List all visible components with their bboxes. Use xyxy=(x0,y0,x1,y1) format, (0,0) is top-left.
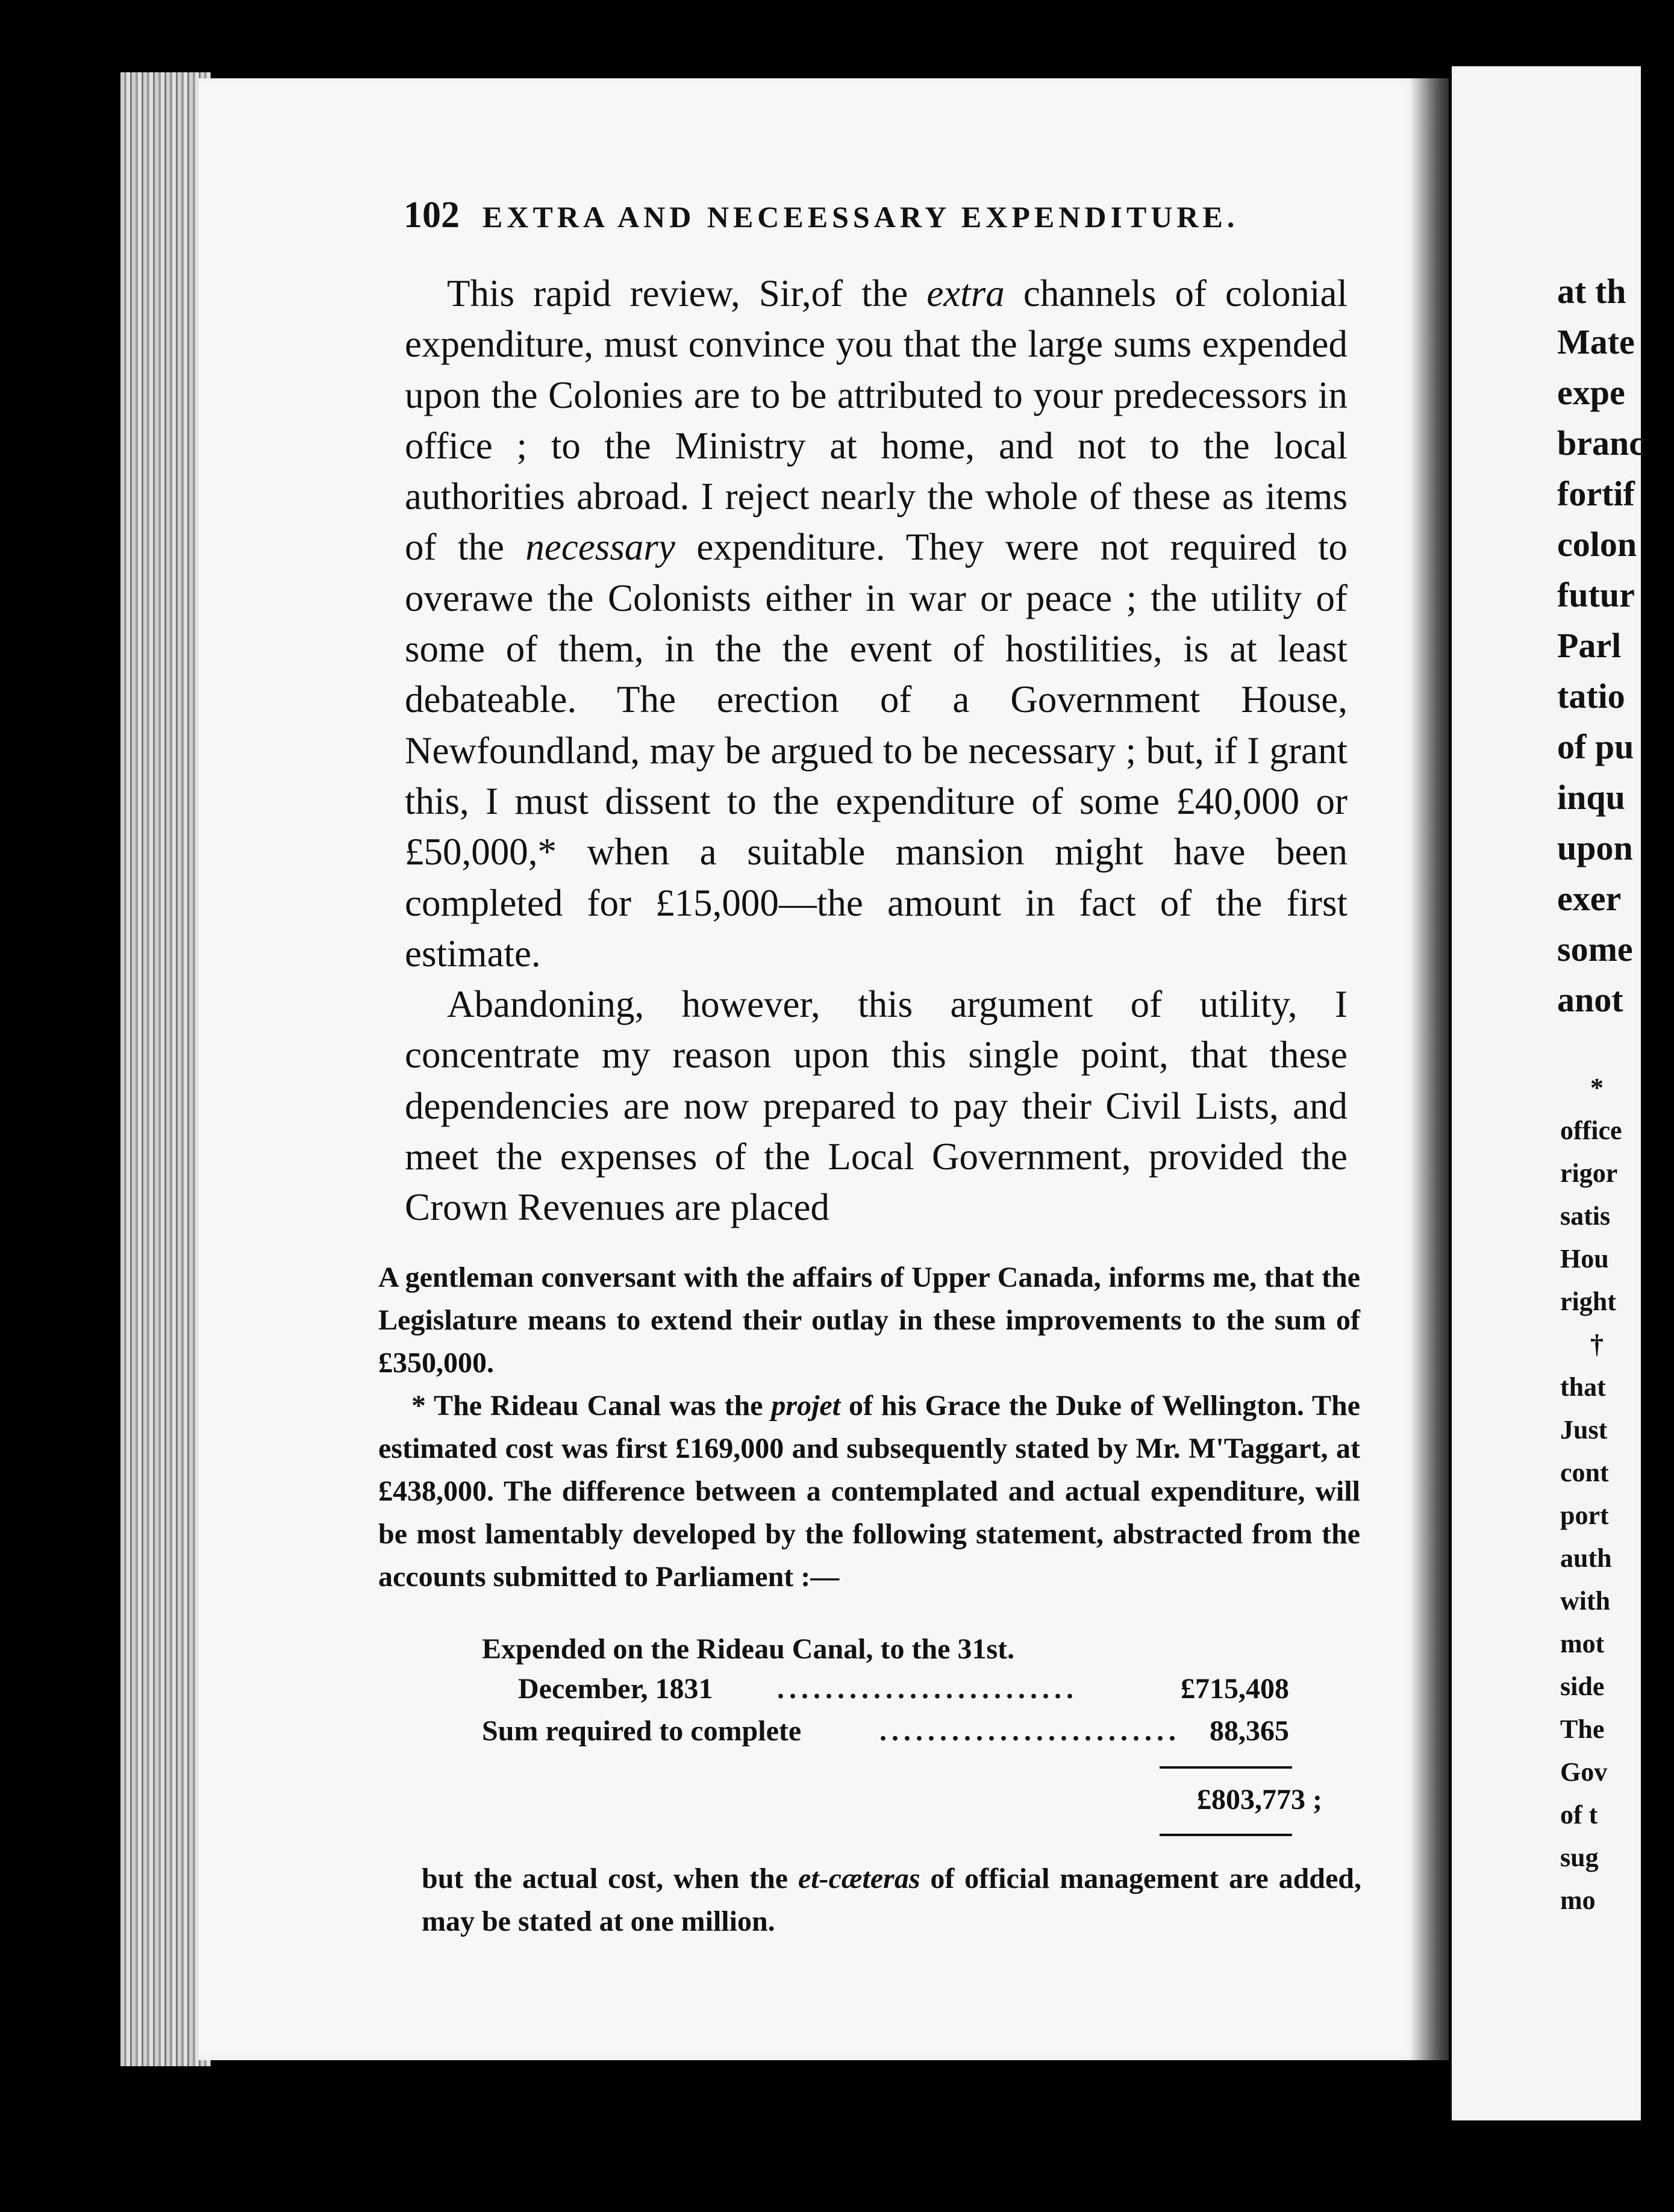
text-span: but the actual cost, when the xyxy=(422,1863,798,1895)
facing-page-line: anot xyxy=(1557,980,1623,1019)
facing-page-line: futur xyxy=(1557,575,1635,614)
italic-word-etceteras: et-cæteras xyxy=(798,1863,920,1895)
leader-dots: ......................... xyxy=(879,1715,1181,1747)
facing-page-note-line: right xyxy=(1560,1287,1616,1316)
gutter-shadow xyxy=(1410,72,1458,2078)
text-span: channels of colonial expenditure, must convince you that the large sums expended upon the Colonies are to be attributed to your predecessors in office ; to the Ministry at home, and not to the local authorities abroad. I reject nearly the whole of these as items of the xyxy=(405,272,1348,569)
table-row xyxy=(482,1672,1325,1714)
facing-page-note-line: auth xyxy=(1560,1543,1612,1573)
text-span: of official management are added, may be stated at one million. xyxy=(422,1863,1361,1937)
facing-page-note-line: of t xyxy=(1560,1800,1598,1829)
facing-page-note-line: * xyxy=(1590,1073,1604,1102)
facing-page-line: Mate xyxy=(1557,322,1635,361)
book-page-edges xyxy=(120,72,211,2066)
facing-page-note-line: rigor xyxy=(1560,1158,1618,1188)
main-text xyxy=(405,268,1348,1233)
facing-page-line: Parl xyxy=(1557,626,1622,665)
facing-page-line: exer xyxy=(1557,879,1622,918)
facing-page xyxy=(1452,66,1644,2120)
facing-page-line: branc xyxy=(1557,423,1644,463)
leader-dots: ......................... xyxy=(777,1673,1078,1705)
facing-page-line: tatio xyxy=(1557,676,1625,716)
facing-page-note-line: office xyxy=(1560,1116,1622,1145)
row-amount: 88,365 xyxy=(1210,1715,1289,1747)
facing-page-line: some xyxy=(1557,929,1633,969)
facing-page-line: upon xyxy=(1557,828,1633,867)
facing-page-line: colon xyxy=(1557,525,1637,564)
text-span: expenditure. They were not required to overawe the Colonists either in war or peace ; the utility of some of them, in the the event of hostilities, is at least debateable. The erection of a Government House, Newfoundland, may be argued to be necessary ; but, if I grant this, I must dissent to the expenditure of some £40,000 or £50,000,* when a suitable mansion might have been completed for £15,000—the amount in fact of the first estimate. xyxy=(405,526,1348,975)
total-amount: £803,773 ; xyxy=(1197,1784,1322,1816)
italic-word-projet: projet xyxy=(771,1390,841,1422)
facing-page-note-line: mot xyxy=(1560,1629,1605,1658)
footnote-continued: A gentleman conversant with the affairs of Upper Canada, informs me, that the Legislature means to extend their outlay in these improvements to the sum of £350,000. xyxy=(378,1261,1360,1379)
facing-page-line: expe xyxy=(1557,373,1625,412)
page-number: 102 xyxy=(404,195,460,236)
text-span: * The Rideau Canal was the xyxy=(411,1390,772,1422)
row-label: December, 1831 xyxy=(518,1673,713,1705)
closing-footnote xyxy=(422,1857,1361,1943)
text-span: of his Grace the Duke of Wellington. The estimated cost was first £169,000 and subsequently stated by Mr. M'Taggart, at £438,000. The difference between a contemplated and actual expenditure, will be most lamentably developed by the following statement, abstracted from the accounts submitted to Parliament :— xyxy=(378,1390,1360,1593)
facing-page-line: at th xyxy=(1557,272,1626,311)
facing-page-note-line: Hou xyxy=(1560,1244,1609,1273)
row-amount: £715,408 xyxy=(1181,1673,1289,1705)
facing-page-line: fortif xyxy=(1557,474,1635,513)
text-span: This rapid review, Sir,of the xyxy=(447,272,927,314)
italic-word-necessary: necessary xyxy=(525,526,675,569)
row-label: Sum required to complete xyxy=(482,1715,802,1747)
table-row xyxy=(482,1714,1325,1757)
facing-page-note-line: Gov xyxy=(1560,1757,1608,1787)
italic-word-extra: extra xyxy=(926,272,1005,314)
facing-page-note-line: port xyxy=(1560,1501,1609,1530)
facing-page-line: of pu xyxy=(1557,727,1634,766)
facing-page-note-line: that xyxy=(1560,1372,1606,1402)
facing-page-note-line: cont xyxy=(1560,1458,1609,1487)
facing-page-note-line: † xyxy=(1590,1329,1604,1359)
sum-rule xyxy=(1160,1766,1292,1769)
facing-page-note-line: side xyxy=(1560,1672,1605,1701)
facing-page-note-line: sug xyxy=(1560,1843,1599,1872)
table-total-row xyxy=(482,1783,1325,1825)
table-row xyxy=(482,1632,1325,1675)
row-label: Expended on the Rideau Canal, to the 31st. xyxy=(482,1633,1015,1665)
paragraph-1 xyxy=(405,268,1348,979)
facing-page-note-line: satis xyxy=(1560,1201,1611,1231)
footnotes xyxy=(378,1256,1360,1598)
footnote-star xyxy=(378,1384,1360,1598)
facing-page-note-line: The xyxy=(1560,1714,1605,1744)
total-rule xyxy=(1160,1834,1292,1836)
facing-page-note-line: mo xyxy=(1560,1886,1596,1915)
running-header xyxy=(404,194,1253,237)
paragraph-2: Abandoning, however, this argument of utility, I concentrate my reason upon this single point, that these dependencies are now prepared to pay their Civil Lists, and meet the expenses of the Local Government, provided the Crown Revenues are placed xyxy=(405,983,1348,1229)
running-title: EXTRA AND NECEESSARY EXPENDITURE. xyxy=(483,200,1239,234)
facing-page-line: inqu xyxy=(1557,778,1625,817)
facing-page-note-line: Just xyxy=(1560,1415,1608,1445)
facing-page-note-line: with xyxy=(1560,1586,1611,1616)
